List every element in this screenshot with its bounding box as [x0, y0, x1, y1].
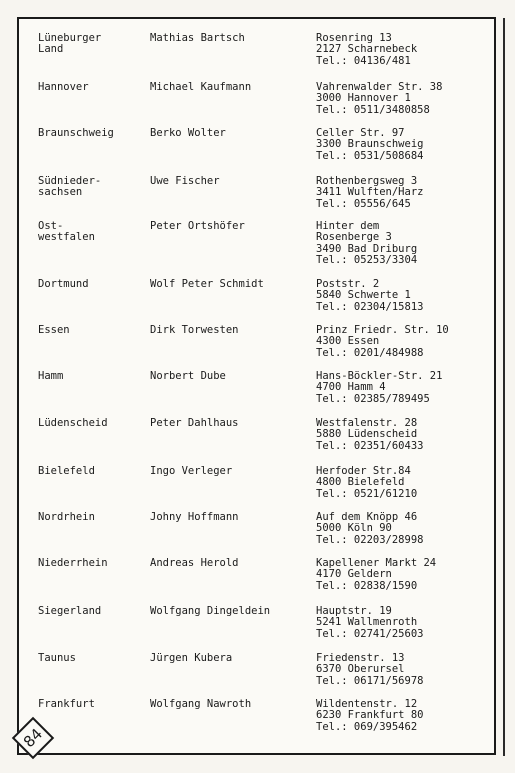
entry-name	[150, 33, 310, 44]
page-edge-shadow	[503, 18, 505, 756]
entry-name-text: Uwe Fischer	[150, 175, 220, 187]
entry-address-line: Herfoder Str.84	[316, 465, 411, 477]
entry-address	[316, 512, 491, 546]
entry-address-line: 3000 Hannover 1	[316, 92, 411, 105]
entry-address-line: Tel.: 02838/1590	[316, 579, 418, 592]
entry-region	[38, 82, 133, 93]
entry-region-line: Ost-	[38, 220, 64, 232]
entry-name-text: Andreas Herold	[150, 557, 239, 569]
entry-region-line: Siegerland	[38, 605, 102, 617]
entry-address-line: 3411 Wulften/Harz	[316, 186, 424, 199]
entry-region-line: Lüdenscheid	[38, 417, 108, 429]
entry-name-text: Mathias Bartsch	[150, 32, 245, 44]
page-number: 84	[19, 724, 47, 752]
entry-region	[38, 466, 133, 477]
entry-address-line: Tel.: 02351/60433	[316, 439, 424, 452]
entry-name-text: Michael Kaufmann	[150, 81, 252, 93]
entry-region-line: Nordrhein	[38, 511, 95, 523]
entry-address-line: Tel.: 0521/61210	[316, 487, 418, 500]
entry-name-text: Wolfgang Nawroth	[150, 698, 252, 710]
entry-address	[316, 466, 491, 500]
entry-region	[38, 653, 133, 664]
entry-address-line: Hauptstr. 19	[316, 605, 392, 617]
entry-address-line: Hinter dem	[316, 220, 380, 232]
entry-address-line: Rosenring 13	[316, 32, 392, 44]
entry-name	[150, 512, 310, 523]
entry-region-line: Lüneburger	[38, 32, 102, 44]
entry-address-line: 5840 Schwerte 1	[316, 289, 411, 302]
entry-region-line: Hamm	[38, 370, 64, 382]
entry-address-line: Tel.: 0201/484988	[316, 346, 424, 359]
entry-name-text: Dirk Torwesten	[150, 324, 239, 336]
entry-name	[150, 558, 310, 569]
entry-address-line: 4170 Geldern	[316, 568, 392, 581]
entry-name	[150, 653, 310, 664]
entry-name-text: Johny Hoffmann	[150, 511, 239, 523]
entry-address	[316, 371, 491, 405]
entry-address	[316, 176, 491, 210]
entry-region	[38, 699, 133, 710]
entry-name-text: Peter Ortshöfer	[150, 220, 245, 232]
entry-name	[150, 466, 310, 477]
entry-region	[38, 325, 133, 336]
entry-name-text: Peter Dahlhaus	[150, 417, 239, 429]
entry-address-line: Rothenbergsweg 3	[316, 175, 418, 187]
entry-address-line: Tel.: 0511/3480858	[316, 103, 430, 116]
entry-address-line: Friedenstr. 13	[316, 652, 405, 664]
entry-address-line: Tel.: 069/395462	[316, 720, 418, 733]
entry-address-line: Prinz Friedr. Str. 10	[316, 324, 449, 336]
entry-address-line: Kapellener Markt 24	[316, 557, 437, 569]
entry-address	[316, 279, 491, 313]
entry-address-line: 3300 Braunschweig	[316, 138, 424, 151]
page-number-badge	[10, 715, 56, 761]
entry-address	[316, 606, 491, 640]
entry-address-line: Tel.: 02385/789495	[316, 392, 430, 405]
entry-name	[150, 325, 310, 336]
entry-address-line: 5880 Lüdenscheid	[316, 428, 418, 441]
entry-region	[38, 558, 133, 569]
entry-region-line: Taunus	[38, 652, 76, 664]
entry-region-line: Dortmund	[38, 278, 89, 290]
entry-address-line: Tel.: 0531/508684	[316, 149, 424, 162]
entry-address	[316, 699, 491, 733]
entry-address	[316, 653, 491, 687]
entry-address	[316, 558, 491, 592]
entry-name	[150, 606, 310, 617]
entry-name-text: Berko Wolter	[150, 127, 226, 139]
entry-address-line: Tel.: 02203/28998	[316, 533, 424, 546]
entry-region	[38, 512, 133, 523]
entry-name-text: Ingo Verleger	[150, 465, 233, 477]
entry-address-line: 2127 Scharnebeck	[316, 43, 418, 56]
entry-region	[38, 418, 133, 429]
entry-name	[150, 128, 310, 139]
entry-address	[316, 221, 491, 266]
entry-address	[316, 325, 491, 359]
entry-name-text: Jürgen Kubera	[150, 652, 233, 664]
entry-address-line: Hans-Böckler-Str. 21	[316, 370, 443, 382]
entry-name	[150, 699, 310, 710]
entry-address-line: 3490 Bad Driburg	[316, 242, 418, 255]
entry-address-line: Tel.: 02304/15813	[316, 300, 424, 313]
entry-address-line: Poststr. 2	[316, 278, 380, 290]
entry-name-text: Norbert Dube	[150, 370, 226, 382]
entry-region-line: Frankfurt	[38, 698, 95, 710]
entry-address-line: Vahrenwalder Str. 38	[316, 81, 443, 93]
entry-address-line: 6370 Oberursel	[316, 663, 405, 676]
entry-address-line: Auf dem Knöpp 46	[316, 511, 418, 523]
entry-name	[150, 221, 310, 232]
entry-name	[150, 418, 310, 429]
entry-address-line: Celler Str. 97	[316, 127, 405, 139]
entry-region	[38, 279, 133, 290]
entry-region-line: Niederrhein	[38, 557, 108, 569]
entry-region-line: Südnieder-	[38, 175, 102, 187]
entry-region	[38, 128, 133, 139]
entry-address	[316, 82, 491, 116]
entry-address	[316, 33, 491, 67]
entry-address-line: Tel.: 04136/481	[316, 54, 411, 67]
entry-region	[38, 371, 133, 382]
entry-name-text: Wolf Peter Schmidt	[150, 278, 264, 290]
entry-address-line: Tel.: 05253/3304	[316, 253, 418, 266]
entry-name-text: Wolfgang Dingeldein	[150, 605, 271, 617]
entry-region	[38, 606, 133, 617]
entry-region-line: westfalen	[38, 231, 95, 244]
entry-address-line: 5241 Wallmenroth	[316, 616, 418, 629]
entry-address-line: 5000 Köln 90	[316, 522, 392, 535]
entry-address-line: 4800 Bielefeld	[316, 476, 405, 489]
entry-address-line: 4700 Hamm 4	[316, 381, 386, 394]
entry-address	[316, 128, 491, 162]
entry-region-line: Hannover	[38, 81, 89, 93]
entry-address-line: Rosenberge 3	[316, 231, 392, 244]
entry-region	[38, 33, 133, 56]
entry-name	[150, 82, 310, 93]
entry-name	[150, 279, 310, 290]
entry-address-line: Tel.: 05556/645	[316, 197, 411, 210]
entry-address-line: 4300 Essen	[316, 335, 380, 348]
entry-name	[150, 371, 310, 382]
entry-region-line: Braunschweig	[38, 127, 114, 139]
entry-region-line: Land	[38, 43, 64, 56]
entry-region-line: sachsen	[38, 186, 83, 199]
entry-name	[150, 176, 310, 187]
entry-address-line: 6230 Frankfurt 80	[316, 709, 424, 722]
entry-region-line: Bielefeld	[38, 465, 95, 477]
entry-region-line: Essen	[38, 324, 70, 336]
entry-address-line: Westfalenstr. 28	[316, 417, 418, 429]
entry-address	[316, 418, 491, 452]
entry-address-line: Wildentenstr. 12	[316, 698, 418, 710]
entry-region	[38, 221, 133, 244]
entry-region	[38, 176, 133, 199]
entry-address-line: Tel.: 02741/25603	[316, 627, 424, 640]
entry-address-line: Tel.: 06171/56978	[316, 674, 424, 687]
